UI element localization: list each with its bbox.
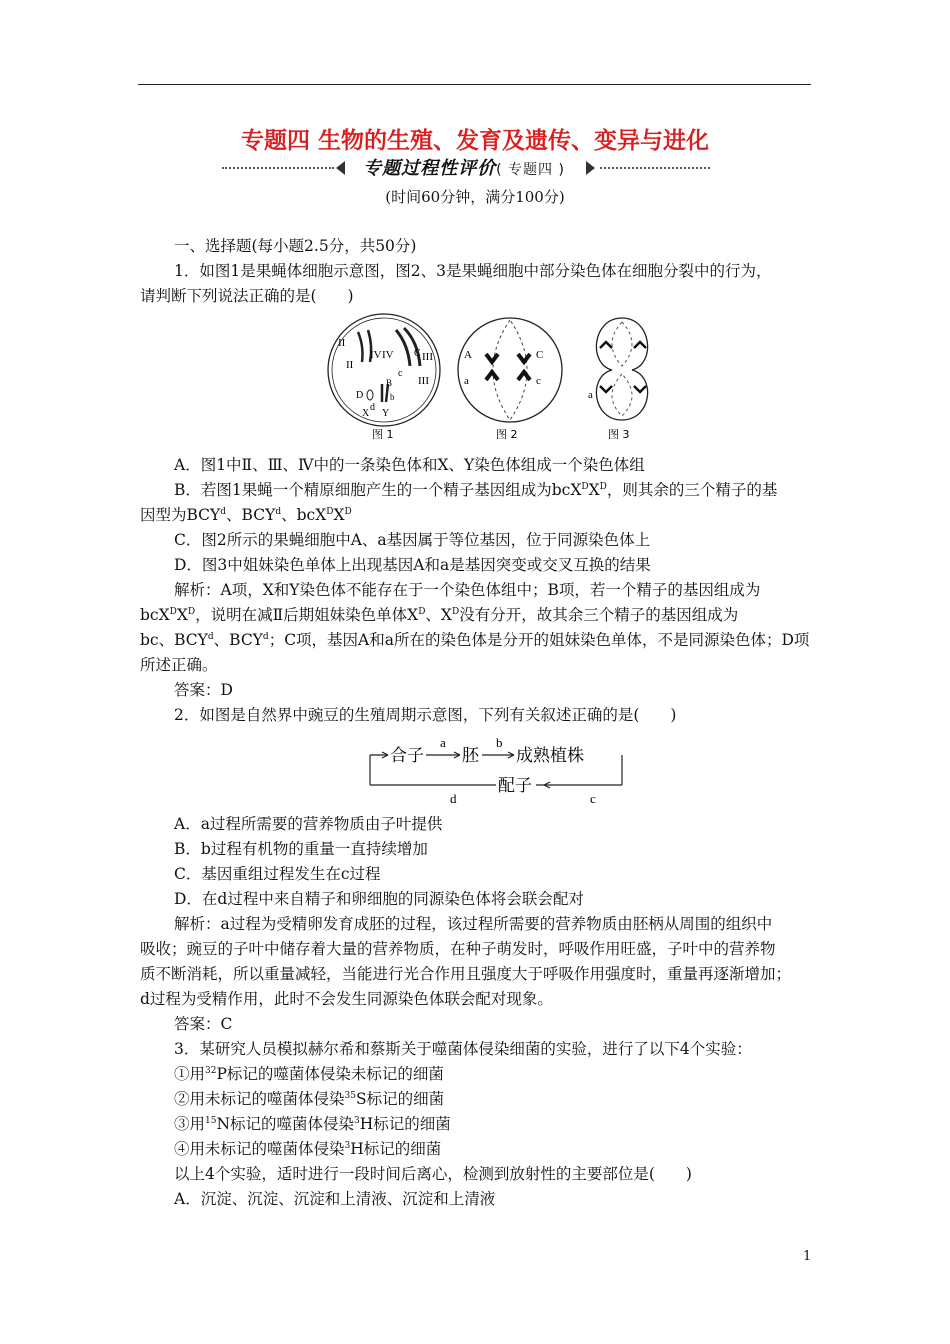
figure-3 [582,314,662,442]
zygote-label: 合子 [390,746,424,766]
fig3-spindle-bottom [612,374,632,416]
q1-explanation-2 [140,605,738,625]
q3-stem: 3．某研究人员模拟赫尔希和蔡斯关于噬菌体侵染细菌的实验，进行了以下4个实验： [174,1040,752,1058]
fig1-label: c [398,368,403,379]
q1-option-c: C．图2所示的果蝇细胞中A、a基因属于等位基因，位于同源染色体上 [174,531,651,549]
embryo-label: 胚 [462,746,479,766]
fig2-spindle [493,320,527,420]
superscript: d [275,507,282,517]
q3-question: 以上4个实验，适时进行一段时间后离心，检测到放射性的主要部位是( ) [174,1165,692,1183]
text: ，说明在减Ⅱ后期姐妹染色单体X [195,606,419,624]
fig1-label: d [370,402,375,413]
text: 、BCY [226,506,276,524]
banner-dotted-right [600,167,710,169]
superscript: D [418,607,426,617]
q1-explanation-1: 解析：A项，X和Y染色体不能存在于一个染色体组中；B项，若一个精子的基因组成为 [174,581,761,599]
figure-1 [324,312,444,442]
q2-explanation-1: 解析：a过程为受精卵发育成胚的过程，该过程所需要的营养物质由胚柄从周围的组织中 [174,915,773,933]
fig1-chromosome [358,332,363,362]
fig1-chromosome [396,330,410,366]
banner-text [352,154,576,180]
q2-option-c: C．基因重组过程发生在c过程 [174,865,381,883]
text: X [588,481,600,499]
fig2-label: A [464,349,472,361]
superscript: 32 [205,1066,217,1076]
text: H标记的细菌 [359,1115,451,1133]
text: ③用 [174,1115,206,1133]
fig1-label: Y [382,408,390,419]
q1-option-a: A．图1中Ⅱ、Ⅲ、Ⅳ中的一条染色体和X、Y染色体组成一个染色体组 [174,456,645,474]
q1-explanation-3 [140,630,809,650]
banner-arrow-left-icon [336,161,345,175]
fig2-cell [458,318,562,422]
superscript: d [262,632,269,642]
fig3-dividing-cell [596,318,647,420]
text: 、BCY [213,631,263,649]
text: B．若图1果蝇一个精原细胞产生的一个精子基因组成为bcX [174,481,582,499]
banner-main: 专题过程性评价 [363,158,497,179]
text: bc、BCY [140,631,208,649]
fig3-chromosome [600,386,646,392]
fig1-label: IV [382,349,394,361]
q2-option-a: A．a过程所需要的营养物质由子叶提供 [174,815,443,833]
fig1-caption: 图 1 [372,428,394,441]
q2-answer: 答案：C [174,1015,233,1033]
fig1-label: IV [370,349,382,361]
q3-experiment-1 [174,1064,444,1084]
q2-explanation-3: 质不断消耗，所以重量减轻，当能进行光合作用且强度大于呼吸作用强度时，重量再逐渐增加； [140,965,792,983]
section-heading: 一、选择题(每小题2.5分，共50分) [174,237,417,255]
fig2-chromosome [486,354,498,380]
header-rule [138,84,811,85]
process-b-label: b [496,735,503,750]
q2-stem: 2．如图是自然界中豌豆的生殖周期示意图，下列有关叙述正确的是( ) [174,706,677,724]
figure-2 [456,314,566,442]
fig1-label: X [362,408,370,419]
text: 因型为BCY [140,506,221,524]
q1-option-d: D．图3中姐妹染色单体上出现基因A和a是基因突变或交叉互换的结果 [174,556,651,574]
time-note: (时间60分钟，满分100分) [385,188,565,206]
fig3-spindle-top [612,322,632,366]
fig2-label: a [464,375,469,387]
text: 没有分开，故其余三个精子的基因组成为 [459,606,739,624]
q2-explanation-2: 吸收；豌豆的子叶中储存着大量的营养物质，在种子萌发时，呼吸作用旺盛，子叶中的营养物 [140,940,776,958]
fig2-label: c [536,375,541,387]
mature-plant-label: 成熟植株 [516,746,584,766]
gamete-label: 配子 [498,776,532,796]
q1-stem-1: 1．如图1是果蝇体细胞示意图，图2、3是果蝇细胞中部分染色体在细胞分裂中的行为， [174,262,772,280]
q3-experiment-3 [174,1114,451,1134]
superscript: d [207,632,214,642]
q1-stem-2: 请判断下列说法正确的是( ) [140,287,354,305]
fig3-caption: 图 3 [608,428,630,441]
superscript: D [599,482,607,492]
superscript: 3 [344,1141,351,1151]
q3-experiment-4 [174,1139,441,1159]
superscript: 35 [344,1091,356,1101]
q3-experiment-2 [174,1089,444,1109]
superscript: D [187,607,196,617]
process-a-label: a [440,735,446,750]
fig1-label: B [386,378,393,388]
process-d-label: d [450,791,457,806]
banner-dotted-left [222,167,334,169]
q2-option-d: D．在d过程中来自精子和卵细胞的同源染色体将会联会配对 [174,890,584,908]
text: ，则其余的三个精子的基 [606,481,778,499]
section-banner [222,154,710,182]
pea-life-cycle-diagram [368,733,630,809]
superscript: d [220,507,227,517]
superscript: D [451,607,460,617]
text: X [176,606,188,624]
text: H标记的细菌 [350,1140,442,1158]
superscript: D [169,607,177,617]
fig2-chromosome [518,354,530,380]
fig1-label: D [356,390,364,401]
fig1-label: II [346,359,354,371]
text: N标记的噬菌体侵染 [216,1115,355,1133]
fig1-label: C [414,348,421,359]
text: 、X [425,606,452,624]
fig2-caption: 图 2 [496,428,518,441]
fig3-chromosome [600,342,646,348]
text: 、bcX [281,506,327,524]
text: P标记的噬菌体侵染未标记的细菌 [216,1065,444,1083]
text: bcX [140,606,170,624]
q1-answer: 答案：D [174,681,233,699]
fig1-label: II [338,337,346,349]
text: X [333,506,345,524]
text: ②用未标记的噬菌体侵染 [174,1090,345,1108]
banner-arrow-right-icon [586,161,595,175]
text: S标记的细菌 [355,1090,445,1108]
superscript: D [581,482,589,492]
text: ①用 [174,1065,206,1083]
superscript: 15 [205,1116,217,1126]
fig1-label: III [422,351,433,363]
banner-sub: ( 专题四 ) [496,162,565,178]
fig1-label: III [418,375,429,387]
q1-option-b-line2 [140,505,352,525]
q2-option-b: B．b过程有机物的重量一直持续增加 [174,840,428,858]
text: ；C项，基因A和a所在的染色体是分开的姐妹染色单体，不是同源染色体；D项 [268,631,810,649]
q1-option-b-line1 [174,480,777,500]
fig2-label: C [536,349,544,361]
q2-explanation-4: d过程为受精作用，此时不会发生同源染色体联会配对现象。 [140,990,553,1008]
superscript: 3 [354,1116,360,1126]
fig1-chromosome [367,390,373,400]
process-c-label: c [590,791,596,806]
fig1-label: b [390,392,395,402]
superscript: D [344,507,352,517]
fig3-label: a [588,389,593,401]
q3-option-a: A．沉淀、沉淀、沉淀和上清液、沉淀和上清液 [174,1190,496,1208]
page-title: 专题四 生物的生殖、发育及遗传、变异与进化 [240,128,709,154]
q1-explanation-4: 所述正确。 [140,656,218,674]
page-number: 1 [803,1249,812,1264]
text: ④用未标记的噬菌体侵染 [174,1140,345,1158]
superscript: D [326,507,334,517]
